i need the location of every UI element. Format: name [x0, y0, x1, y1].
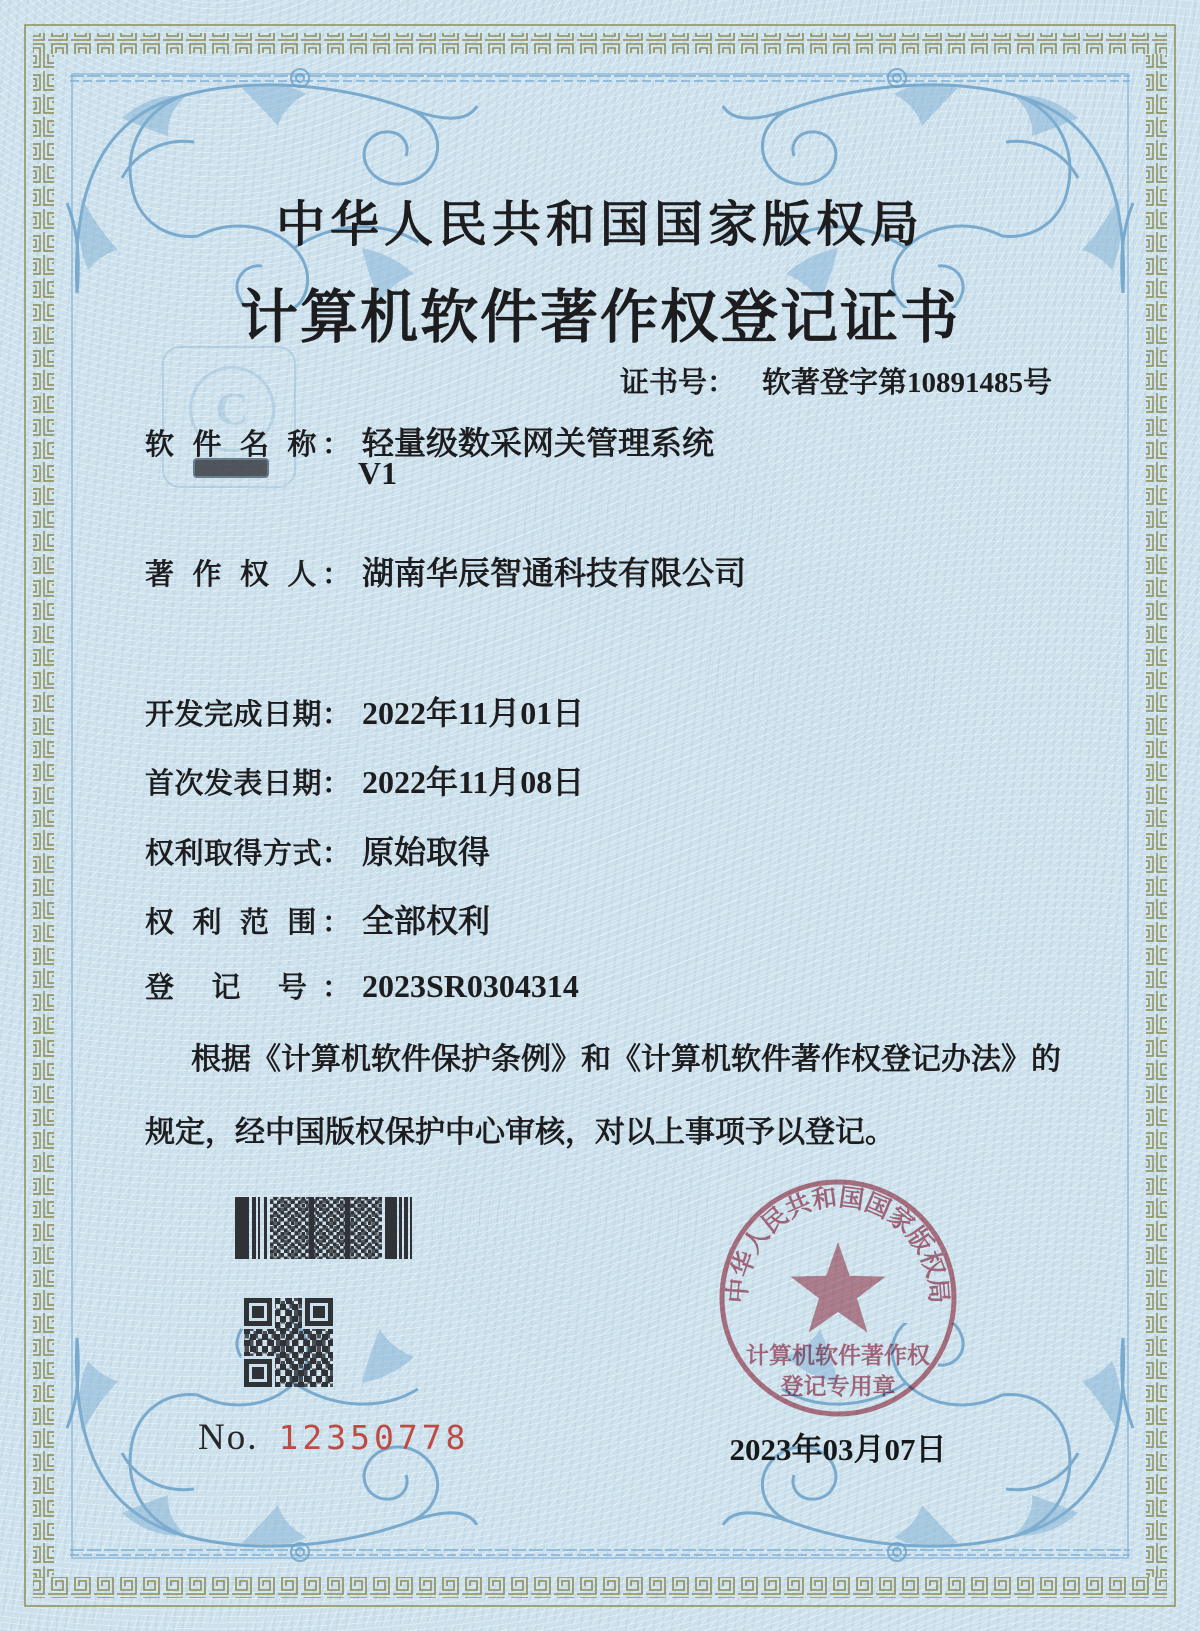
- emblem-ring: C: [189, 366, 275, 452]
- field-software-version: V1: [358, 455, 398, 491]
- certificate-number-value: 软著登字第10891485号: [761, 367, 1052, 399]
- statement-line-1: 根据《计算机软件保护条例》和《计算机软件著作权登记办法》的: [191, 1043, 1061, 1076]
- seal-star-icon: [790, 1242, 885, 1333]
- field-dev-complete-date: [145, 688, 584, 734]
- seal-line-2: 登记专用章: [780, 1374, 896, 1399]
- field-value: 原始取得: [362, 834, 491, 870]
- field-value: 轻量级数采网关管理系统: [362, 425, 715, 461]
- field-label: 权利取得方式：: [145, 838, 351, 870]
- field-copyright-holder: [145, 548, 746, 594]
- field-label: 开发完成日期：: [145, 699, 351, 731]
- field-rights-acquisition: [145, 827, 490, 873]
- official-seal: [708, 1168, 968, 1428]
- certificate-number-line: [620, 360, 1052, 401]
- field-label: 首次发表日期：: [145, 768, 351, 800]
- field-value: 2022年11月01日: [362, 695, 585, 731]
- qr-finder-icon: [244, 1298, 272, 1326]
- field-rights-scope: [145, 896, 490, 942]
- serial-number: 12350778: [278, 1418, 470, 1457]
- field-value: 2022年11月08日: [362, 764, 585, 800]
- serial-number-line: [198, 1416, 469, 1459]
- field-value: 2023SR0304314: [362, 968, 579, 1004]
- field-label: 权 利 范 围：: [145, 907, 351, 939]
- barcode: [235, 1197, 412, 1259]
- field-label: 软 件 名 称：: [145, 429, 351, 461]
- field-value: 全部权利: [362, 903, 491, 939]
- issue-date: 2023年03月07日: [729, 1432, 947, 1467]
- field-first-publish-date: [145, 757, 584, 803]
- qr-finder-icon: [244, 1359, 272, 1387]
- field-value: 湖南华辰智通科技有限公司: [362, 555, 747, 591]
- embossed-emblem-watermark: [162, 346, 296, 488]
- field-label: 登 记 号：: [145, 972, 351, 1004]
- field-label: 著 作 权 人：: [145, 559, 351, 591]
- issuing-authority: 中华人民共和国国家版权局: [275, 197, 924, 252]
- certificate-title: 计算机软件著作权登记证书: [239, 285, 960, 350]
- statement-line-2: 规定，经中国版权保护中心审核，对以上事项予以登记。: [145, 1116, 895, 1149]
- seal-line-1: 计算机软件著作权: [746, 1343, 930, 1368]
- field-software-name: [145, 418, 714, 464]
- qr-code: [244, 1298, 333, 1387]
- field-registration-number: [145, 965, 579, 1006]
- serial-no-label: No.: [198, 1417, 259, 1458]
- qr-finder-icon: [305, 1298, 333, 1326]
- certificate-number-label: 证书号：: [619, 367, 736, 399]
- seal-ring-text: 中华人民共和国国家版权局: [724, 1184, 952, 1305]
